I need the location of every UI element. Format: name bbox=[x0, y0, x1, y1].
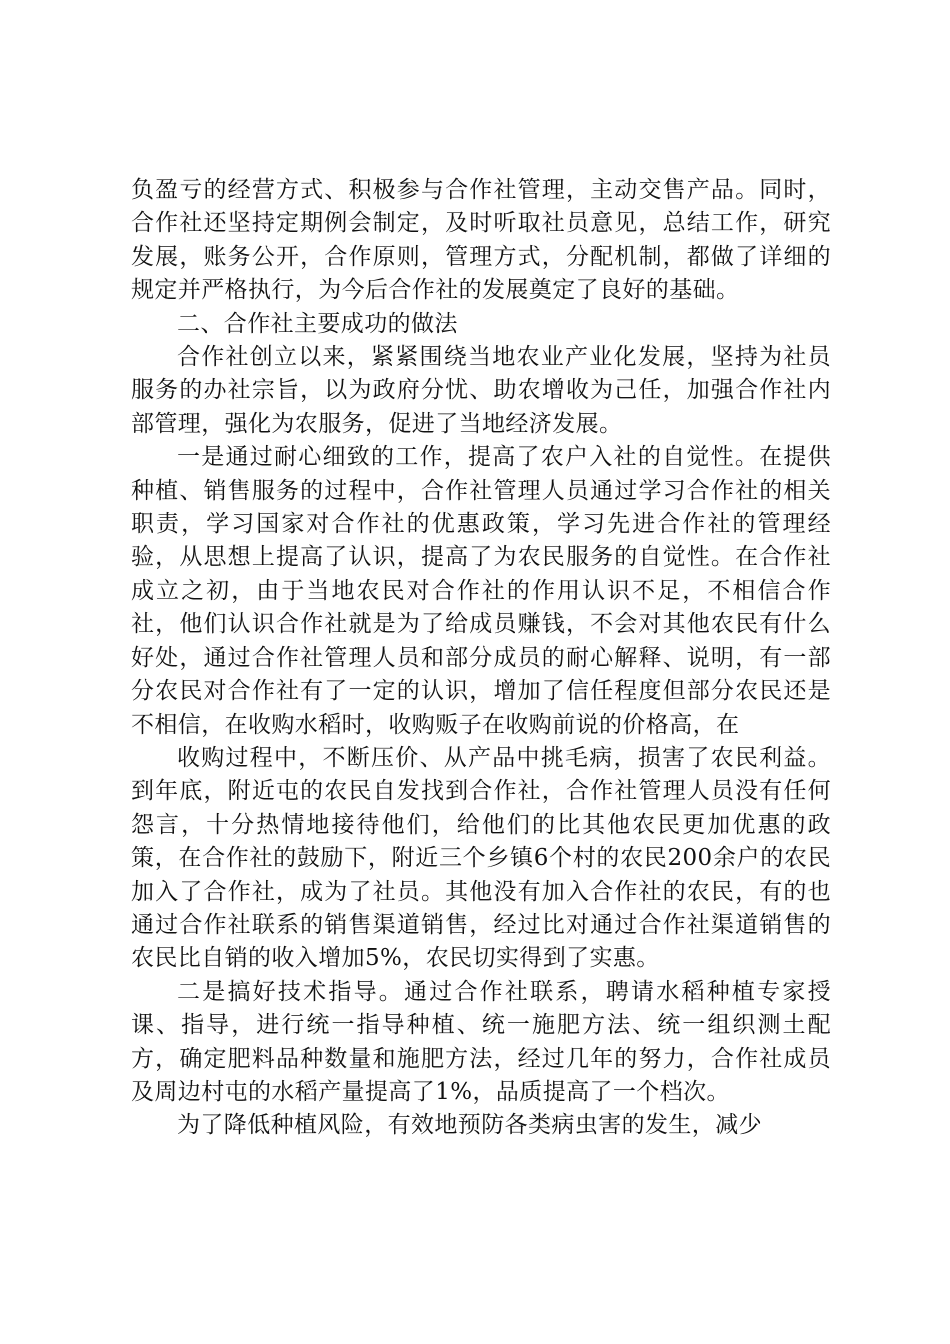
paragraph-6: 二是搞好技术指导。通过合作社联系，聘请水稻种植专家授课、指导，进行统一指导种植、统一施肥方法、统一组织测土配方，确定肥料品种数量和施肥方法，经过几年的努力，合作社成员及周边村屯的水稻产量提高了1%，品质提高了一个档次。 bbox=[131, 978, 831, 1105]
document-body bbox=[131, 174, 831, 1143]
paragraph-1: 负盈亏的经营方式、积极参与合作社管理，主动交售产品。同时，合作社还坚持定期例会制定，及时听取社员意见，总结工作，研究发展，账务公开，合作原则，管理方式，分配机制，都做了详细的规定并严格执行，为今后合作社的发展奠定了良好的基础。 bbox=[131, 177, 831, 304]
paragraph-4: 一是通过耐心细致的工作，提高了农户入社的自觉性。在提供种植、销售服务的过程中，合作社管理人员通过学习合作社的相关职责，学习国家对合作社的优惠政策，学习先进合作社的管理经验，从思想上提高了认识，提高了为农民服务的自觉性。在合作社成立之初，由于当地农民对合作社的作用认识不足，不相信合作社，他们认识合作社就是为了给成员赚钱，不会对其他农民有什么好处，通过合作社管理人员和部分成员的耐心解释、说明，有一部分农民对合作社有了一定的认识，增加了信任程度但部分农民还是不相信，在收购水稻时，收购贩子在收购前说的价格高，在 bbox=[131, 444, 831, 738]
paragraph-5: 收购过程中，不断压价、从产品中挑毛病，损害了农民利益。到年底，附近屯的农民自发找到合作社，合作社管理人员没有任何怨言，十分热情地接待他们，给他们的比其他农民更加优惠的政策，在合作社的鼓励下，附近三个乡镇6个村的农民200余户的农民加入了合作社，成为了社员。其他没有加入合作社的农民，有的也通过合作社联系的销售渠道销售，经过比对通过合作社渠道销售的农民比自销的收入增加5%，农民切实得到了实惠。 bbox=[131, 744, 831, 972]
paragraph-3: 合作社创立以来，紧紧围绕当地农业产业化发展，坚持为社员服务的办社宗旨，以为政府分忧、助农增收为己任，加强合作社内部管理，强化为农服务，促进了当地经济发展。 bbox=[131, 344, 831, 437]
paragraph-7: 为了降低种植风险，有效地预防各类病虫害的发生，减少 bbox=[177, 1112, 762, 1139]
section-heading: 二、合作社主要成功的做法 bbox=[177, 310, 458, 337]
